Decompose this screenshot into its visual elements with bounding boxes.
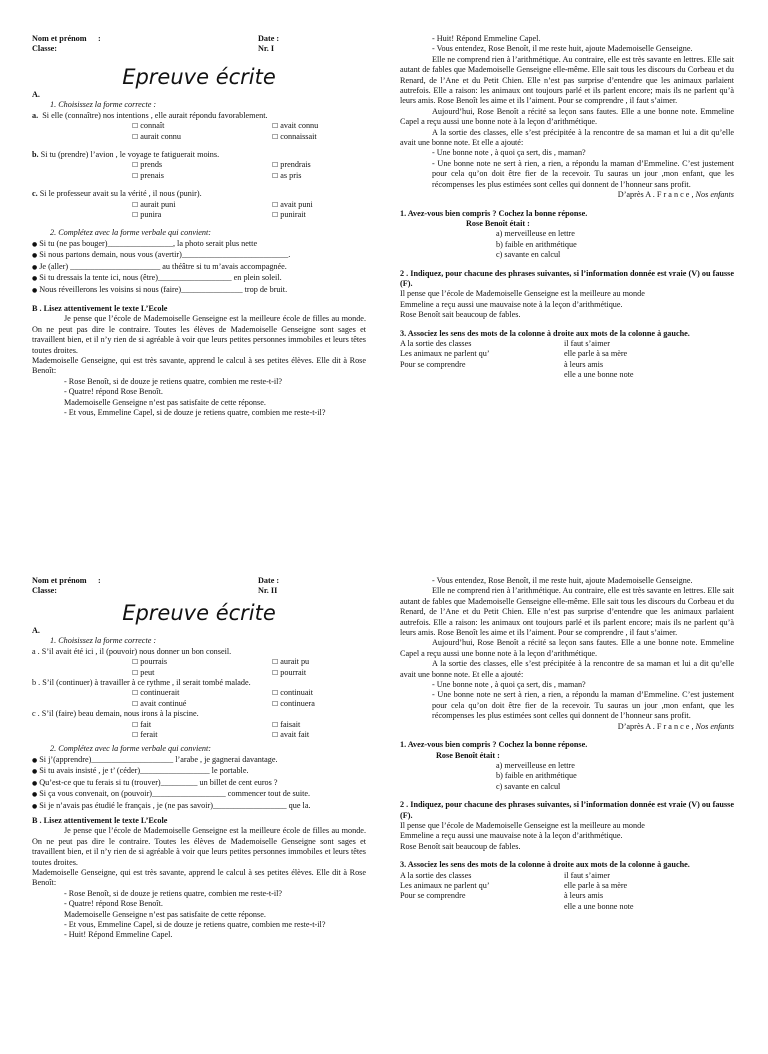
- text-paragraph: Aujourd’hui, Rose Benoît a récité sa leçon sans fautes. Elle a une bonne note. Emmeline Capel a reçu aussi une bonne note à la leçon d’arithmétique.: [400, 106, 734, 127]
- text-paragraph: Elle ne comprend rien à l’arithmétique. Au contraire, elle est très savante en lettres. Elle sait autant de fables que Mademoiselle Genseigne elle-même. Elle sait tous les discours du Corbeau et du Renard, de l’Ane et du Petit Chien. Elle n’est pas surprise d’entendre que les animaux parlaient autrefois. Elle a raison: les animaux ont toujours parlé et ils parlent encore; mais ils ne parlent qu’à leurs amis. Rose Benoît les aime et ils l’aiment. Pour se comprendre , il faut s’aimer.: [400, 54, 734, 106]
- text-paragraph: Mademoiselle Genseigne n’est pas satisfaite de cette réponse.: [64, 909, 266, 919]
- fill-item: ● Qu’est-ce que tu ferais si tu (trouver)_________ un billet de cent euros ?: [32, 778, 366, 789]
- right-column: [400, 34, 734, 381]
- rose-label: Rose Benoît était :: [436, 750, 500, 760]
- question-1: 1. Avez-vous bien compris ? Cochez la bonne réponse.: [400, 208, 588, 218]
- left-column: [32, 576, 366, 941]
- choice[interactable]: c) savante en calcul: [496, 250, 561, 260]
- options-b: [32, 160, 366, 181]
- dialogue-line: - Rose Benoît, si de douze je retiens quatre, combien me reste-t-il?: [64, 888, 283, 898]
- match-right: il faut s’aimer: [564, 338, 610, 348]
- option[interactable]: ☐ prends: [132, 160, 272, 170]
- dialogue-line: - Une bonne note , à quoi ça sert, dis , maman?: [432, 680, 586, 690]
- header: [32, 576, 366, 598]
- choice[interactable]: a) merveilleuse en lettre: [496, 760, 575, 770]
- name-colon: :: [98, 34, 101, 43]
- page-title: Epreuve écrite: [122, 65, 276, 89]
- text-paragraph: A la sortie des classes, elle s’est précipitée à la rencontre de sa maman et lui a dit qu’elle avait une bonne note. Et elle a ajouté:: [400, 127, 734, 148]
- class-label: Classe:: [32, 586, 58, 595]
- right-column: [400, 576, 734, 912]
- date-label: Date :: [258, 34, 280, 43]
- fill-item: ● Je (aller) ______________________ au théâtre si tu m’avais accompagnée.: [32, 262, 366, 273]
- item-b: b. Si tu (prendre) l’avion , le voyage te fatiguerait moins.: [32, 150, 220, 160]
- test-version-2: [0, 542, 768, 1054]
- choice[interactable]: b) faible en arithmétique: [496, 239, 577, 249]
- options-a: [32, 121, 366, 142]
- source-credit: D’après A . F r a n c e , Nos enfants: [617, 721, 734, 731]
- name-colon: :: [98, 576, 101, 585]
- match-right: à leurs amis: [564, 359, 604, 369]
- test-version-1: [0, 0, 768, 512]
- option[interactable]: ☐ fait: [132, 720, 272, 730]
- choice[interactable]: a) merveilleuse en lettre: [496, 229, 575, 239]
- name-label: Nom et prénom: [32, 34, 87, 43]
- number-label: Nr. II: [258, 586, 278, 595]
- match-right: elle parle à sa mère: [564, 349, 628, 359]
- option[interactable]: ☐ aurait connu: [132, 132, 272, 142]
- match-table: [400, 339, 734, 381]
- vf-statement: Rose Benoît sait beaucoup de fables.: [400, 841, 521, 851]
- option[interactable]: ☐ continuerait: [132, 688, 272, 698]
- dialogue-line: - Rose Benoît, si de douze je retiens quatre, combien me reste-t-il?: [64, 376, 283, 386]
- q1-label: 1. Choisissez la forme correcte :: [50, 100, 157, 110]
- text-paragraph: A la sortie des classes, elle s’est précipitée à la rencontre de sa maman et lui a dit qu’elle avait une bonne note. Et elle a ajouté:: [400, 659, 734, 679]
- option[interactable]: ☐ avait puni: [272, 200, 412, 210]
- text-paragraph: Mademoiselle Genseigne, qui est très savante, apprend le calcul à ses petites élèves. Elle dit à Rose Benoît:: [32, 867, 366, 888]
- item-c: c . S’il (faire) beau demain, nous irons à la piscine.: [32, 709, 199, 719]
- text-paragraph: Aujourd’hui, Rose Benoît a récité sa leçon sans fautes. Elle a une bonne note. Emmeline Capel a reçu aussi une bonne note à la leçon d’arithmétique.: [400, 638, 734, 658]
- option[interactable]: ☐ avait continué: [132, 699, 272, 709]
- dialogue-line: - Quatre! répond Rose Benoît.: [64, 899, 163, 909]
- option[interactable]: ☐ continuera: [272, 699, 412, 709]
- option[interactable]: ☐ punirait: [272, 210, 412, 220]
- dialogue-line: - Huit! Répond Emmeline Capel.: [432, 34, 541, 43]
- question-2: 2 . Indiquez, pour chacune des phrases suivantes, si l’information donnée est vraie (V) ou fausse (F).: [400, 800, 734, 820]
- q2-label: 2. Complétez avec la forme verbale qui convient:: [50, 744, 211, 754]
- item-c: c. Si le professeur avait su la vérité , il nous (punir).: [32, 189, 202, 199]
- vf-statement: Emmeline a reçu aussi une mauvaise note à la leçon d’arithmétique.: [400, 831, 623, 841]
- section-a: A.: [32, 90, 40, 99]
- question-3: 3. Associez les sens des mots de la colonne à droite aux mots de la colonne à gauche.: [400, 860, 690, 870]
- dialogue-line: - Et vous, Emmeline Capel, si de douze je retiens quatre, combien me reste-t-il?: [64, 919, 326, 929]
- header: [32, 34, 366, 56]
- fill-item: ● Si j’(apprendre)____________________ l’arabe , je gagnerai davantage.: [32, 755, 366, 766]
- dialogue-line: - Une bonne note ne sert à rien, a rien, a répondu la maman d’Emmeline. C’est justement pour cela qu’on doit être fier de la recevoir. Tu sauras un jour ,mon enfant, que les récompenses les plus estimées sont celles qui donnent de l’honneur sans profit.: [432, 690, 734, 721]
- match-left: Les animaux ne parlent qu’: [400, 349, 490, 359]
- option[interactable]: ☐ aurait pu: [272, 657, 412, 667]
- section-b-title: B . Lisez attentivement le texte L’Ecole: [32, 303, 168, 313]
- fill-item: ● Nous réveillerons les voisins si nous (faire)_______________ trop de bruit.: [32, 285, 366, 296]
- option[interactable]: ☐ avait connu: [272, 121, 412, 131]
- match-table: [400, 871, 734, 913]
- question-1: 1. Avez-vous bien compris ? Cochez la bonne réponse.: [400, 740, 588, 750]
- fill-item: ● Si tu (ne pas bouger)________________, la photo serait plus nette: [32, 239, 366, 250]
- option[interactable]: ☐ as pris: [272, 171, 412, 181]
- left-column: [32, 34, 366, 418]
- item-a: a. Si elle (connaître) nos intentions , elle aurait répondu favorablement.: [32, 110, 268, 120]
- fill-item: ● Si tu avais insisté , je t’ (céder)_________________ le portable.: [32, 766, 366, 777]
- option[interactable]: ☐ prendrais: [272, 160, 412, 170]
- options-c: [32, 720, 366, 741]
- dialogue-line: - Une bonne note , à quoi ça sert, dis , maman?: [432, 148, 586, 158]
- text-paragraph: Mademoiselle Genseigne, qui est très savante, apprend le calcul à ses petites élèves. Elle dit à Rose Benoît:: [32, 355, 366, 376]
- fill-item: ● Si ça vous convenait, on (pouvoir)__________________ commencer tout de suite.: [32, 789, 366, 800]
- fill-item: ● Si nous partons demain, nous vous (avertir)__________________________.: [32, 250, 366, 261]
- option[interactable]: ☐ pourrait: [272, 668, 412, 678]
- name-label: Nom et prénom: [32, 576, 87, 585]
- choice[interactable]: b) faible en arithmétique: [496, 771, 577, 781]
- rose-label: Rose Benoît était :: [466, 218, 530, 228]
- item-a: a . S’il avait été ici , il (pouvoir) nous donner un bon conseil.: [32, 646, 232, 656]
- option[interactable]: ☐ connaissait: [272, 132, 412, 142]
- vf-statement: Il pense que l’école de Mademoiselle Genseigne est la meilleure au monde: [400, 289, 645, 299]
- section-b-title: B . Lisez attentivement le texte L’Ecole: [32, 815, 168, 825]
- dialogue-line: - Quatre! répond Rose Benoît.: [64, 387, 163, 397]
- dialogue-line: - Vous entendez, Rose Benoît, il me reste huit, ajoute Mademoiselle Genseigne.: [432, 576, 693, 585]
- choice[interactable]: c) savante en calcul: [496, 781, 561, 791]
- fill-item: ● Si je n’avais pas étudié le français , je (ne pas savoir)__________________ que la.: [32, 801, 366, 812]
- option[interactable]: ☐ ferait: [132, 730, 272, 740]
- option[interactable]: ☐ prenais: [132, 171, 272, 181]
- question-3: 3. Associez les sens des mots de la colonne à droite aux mots de la colonne à gauche.: [400, 328, 690, 338]
- q2-label: 2. Complétez avec la forme verbale qui convient:: [50, 228, 211, 238]
- number-label: Nr. I: [258, 44, 275, 53]
- text-paragraph: Elle ne comprend rien à l’arithmétique. Au contraire, elle est très savante en lettres. Elle sait autant de fables que Mademoiselle Genseigne elle-même. Elle sait tous les discours du Corbeau et du Renard, de l’Ane et du Petit Chien. Elle n’est pas surprise d’entendre que les animaux parlaient autrefois. Elle a raison: les animaux ont toujours parlé et ils parlent encore; mais ils ne parlent qu’à leurs amis. Rose Benoît les aime et ils l’aiment. Pour se comprendre , il faut s’aimer.: [400, 586, 734, 638]
- options-a: [32, 657, 366, 678]
- match-left: Les animaux ne parlent qu’: [400, 880, 490, 890]
- vf-statement: Emmeline a reçu aussi une mauvaise note à la leçon d’arithmétique.: [400, 299, 623, 309]
- text-paragraph: Je pense que l’école de Mademoiselle Genseigne est la meilleure école de filles au monde. On ne peut pas dire le contraire. Toutes les élèves de Mademoiselle Genseigne sont sages et travaillent bien, et il n’y rien de si agréable à voir que leurs petites personnes immobiles et leurs têtes toutes droites.: [32, 314, 366, 355]
- option[interactable]: ☐ faisait: [272, 720, 412, 730]
- option[interactable]: ☐ avait fait: [272, 730, 412, 740]
- match-left: Pour se comprendre: [400, 891, 466, 901]
- text-paragraph: Je pense que l’école de Mademoiselle Genseigne est la meilleure école de filles au monde. On ne peut pas dire le contraire. Toutes les élèves de Mademoiselle Genseigne sont sages et travaillent bien, et il n’y rien de si agréable à voir que leurs petites personnes immobiles et leurs têtes toutes droites.: [32, 826, 366, 867]
- option[interactable]: ☐ aurait puni: [132, 200, 272, 210]
- match-right: elle a une bonne note: [564, 901, 634, 911]
- option[interactable]: ☐ pourrais: [132, 657, 272, 667]
- page-title: Epreuve écrite: [122, 601, 276, 625]
- match-right: elle a une bonne note: [564, 370, 634, 380]
- option[interactable]: ☐ peut: [132, 668, 272, 678]
- dialogue-line: - Huit! Répond Emmeline Capel.: [64, 930, 173, 940]
- date-label: Date :: [258, 576, 280, 585]
- options-c: [32, 200, 366, 221]
- match-left: A la sortie des classes: [400, 870, 472, 880]
- option[interactable]: ☐ connaît: [132, 121, 272, 131]
- match-right: elle parle à sa mère: [564, 880, 628, 890]
- dialogue-line: - Et vous, Emmeline Capel, si de douze je retiens quatre, combien me reste-t-il?: [64, 407, 326, 417]
- source-credit: D’après A . F r a n c e , Nos enfants: [617, 190, 734, 200]
- item-b: b . S’il (continuer) à travailler à ce rythme , il serait tombé malade.: [32, 678, 251, 688]
- dialogue-line: - Une bonne note ne sert à rien, a rien, a répondu la maman d’Emmeline. C’est justement pour cela qu’on doit être fier de la recevoir. Tu sauras un jour ,mon enfant, que les récompenses les plus estimées sont celles qui donnent de l’honneur sans profit.: [432, 158, 734, 189]
- section-a: A.: [32, 626, 40, 635]
- class-label: Classe:: [32, 44, 58, 53]
- match-right: il faut s’aimer: [564, 870, 610, 880]
- vf-statement: Rose Benoît sait beaucoup de fables.: [400, 310, 521, 320]
- question-2: 2 . Indiquez, pour chacune des phrases suivantes, si l’information donnée est vraie (V) ou fausse (F).: [400, 268, 734, 288]
- match-left: Pour se comprendre: [400, 359, 466, 369]
- text-paragraph: Mademoiselle Genseigne n’est pas satisfaite de cette réponse.: [64, 397, 266, 407]
- option[interactable]: ☐ punira: [132, 210, 272, 220]
- option[interactable]: ☐ continuait: [272, 688, 412, 698]
- vf-statement: Il pense que l’école de Mademoiselle Genseigne est la meilleure au monde: [400, 820, 645, 830]
- match-left: A la sortie des classes: [400, 338, 472, 348]
- q1-label: 1. Choisissez la forme correcte :: [50, 636, 157, 646]
- dialogue-line: - Vous entendez, Rose Benoît, il me reste huit, ajoute Mademoiselle Genseigne.: [432, 44, 693, 54]
- match-right: à leurs amis: [564, 891, 604, 901]
- fill-item: ● Si tu dressais la tente ici, nous (être)__________________ en plein soleil.: [32, 273, 366, 284]
- options-b: [32, 688, 366, 709]
